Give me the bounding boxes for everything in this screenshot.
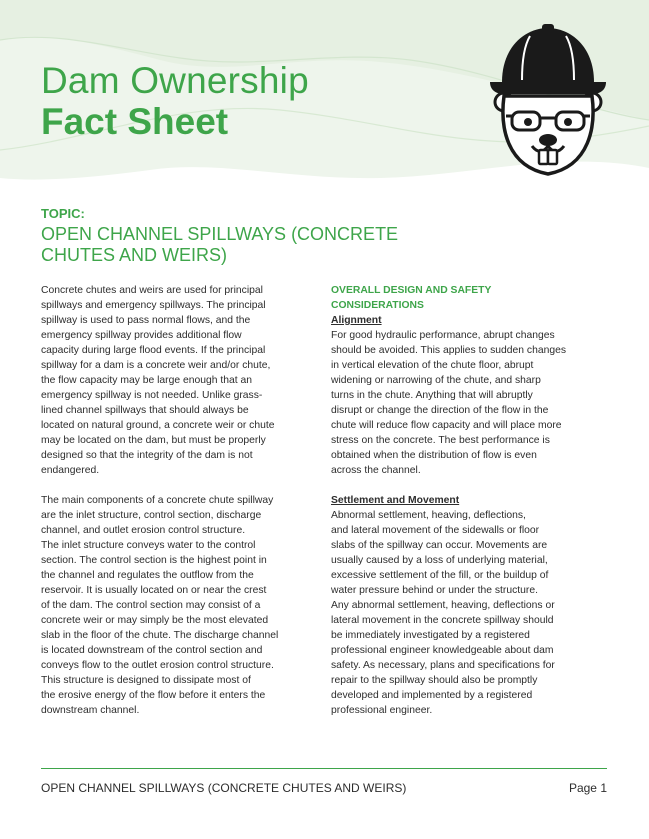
intro-paragraph: Concrete chutes and weirs are used for principal spillways and emergency spillways. The principal spillway is used to pass normal flows, and the emergency spillway provides additional flow capacity during large flood events. If the principal spillway for a dam is a concrete weir and/or chute, the flow capacity may be large enough that an emergency spillway is not needed. Unlike grass- lined channel spillways that should always be located on natural ground, a concrete weir or chute may be located on the dam, but must be properly designed so that the integrity of the dam is not endangered. <box>41 285 275 476</box>
page-number: Page 1 <box>568 781 607 795</box>
settlement-paragraph: Abnormal settlement, heaving, deflections, and lateral movement of the sidewalls or floor slabs of the spillway can occur. Movements are usually caused by a loss of underlying material, excessive settlement of the fill, or the buildup of water pressure behind or under the structure. Any abnormal settlement, heaving, deflections or lateral movement in the concrete spillway should be immediately investigated by a registered professional engineer knowledgeable about dam safety. As necessary, plans and specifications for repair to the spillway should also be promptly developed and implemented by a registered professional engineer. <box>331 510 555 716</box>
section-heading: OVERALL DESIGN AND SAFETY CONSIDERATIONS <box>331 285 492 311</box>
right-column <box>331 283 616 718</box>
beaver-hardhat-icon <box>482 16 614 186</box>
topic-title: OPEN CHANNEL SPILLWAYS (CONCRETE CHUTES AND WEIRS) <box>41 224 399 265</box>
left-column <box>41 283 326 718</box>
document-title-line1: Dam Ownership <box>41 60 309 101</box>
alignment-paragraph: For good hydraulic performance, abrupt changes should be avoided. This applies to sudden changes in vertical elevation of the chute floor, abrupt widening or narrowing of the chute, and sharp turns in the chute. Anything that will abruptly disrupt or change the direction of the flow in the chute will reduce flow capacity and will place more stress on the concrete. The best performance is obtained when the distribution of flow is even across the channel. <box>331 330 567 476</box>
footer-divider <box>41 768 607 769</box>
footer-title: OPEN CHANNEL SPILLWAYS (CONCRETE CHUTES AND WEIRS) <box>41 781 407 795</box>
components-paragraph: The main components of a concrete chute spillway are the inlet structure, control section, discharge channel, and outlet erosion control structure. The inlet structure conveys water to the control section. The control section is the highest point in the channel and regulates the outflow from the reservoir. It is usually located on or near the crest of the dam. The control section may consist of a concrete weir or may simply be the most elevated slab in the floor of the chute. The discharge channel is located downstream of the control section and conveys flow to the outlet erosion control structure. This structure is designed to dissipate most of the erosive energy of the flow before it enters the downstream channel. <box>41 495 279 716</box>
settlement-heading: Settlement and Movement <box>331 495 460 506</box>
alignment-heading: Alignment <box>331 315 382 326</box>
document-title-line2: Fact Sheet <box>41 101 229 142</box>
topic-label: TOPIC: <box>41 206 85 221</box>
